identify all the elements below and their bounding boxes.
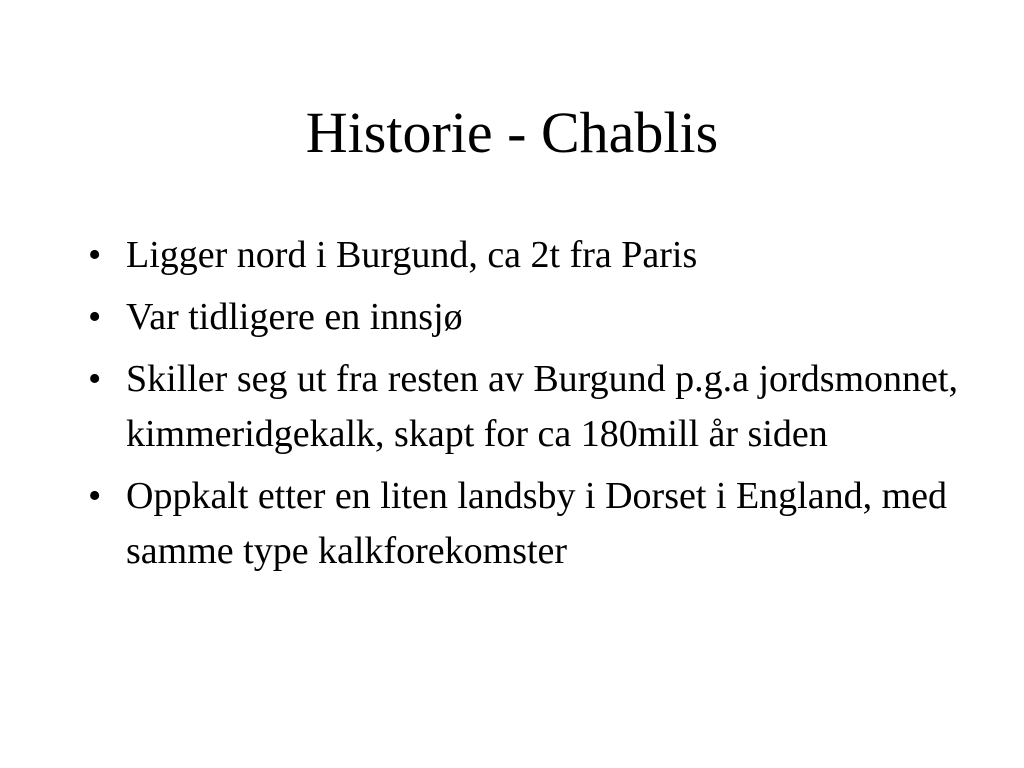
bullet-text: Oppkalt etter en liten landsby i Dorset i England, med samme type kalkforekomster <box>126 475 948 572</box>
bullet-text: Ligger nord i Burgund, ca 2t fra Paris <box>126 234 698 276</box>
bullet-text: Skiller seg ut fra resten av Burgund p.g.a jordsmonnet, kimmeridgekalk, skapt for ca 180mill år siden <box>126 358 958 455</box>
bullet-item <box>88 290 968 345</box>
slide-title: Historie - Chablis <box>305 100 719 165</box>
bullet-marker: • <box>88 234 102 276</box>
bullet-item <box>88 228 968 283</box>
bullet-list <box>88 228 968 586</box>
bullet-item <box>88 469 968 579</box>
bullet-marker: • <box>88 358 102 400</box>
bullet-text: Var tidligere en innsjø <box>126 296 463 338</box>
bullet-marker: • <box>88 296 102 338</box>
bullet-item <box>88 352 968 462</box>
bullet-marker: • <box>88 475 102 517</box>
